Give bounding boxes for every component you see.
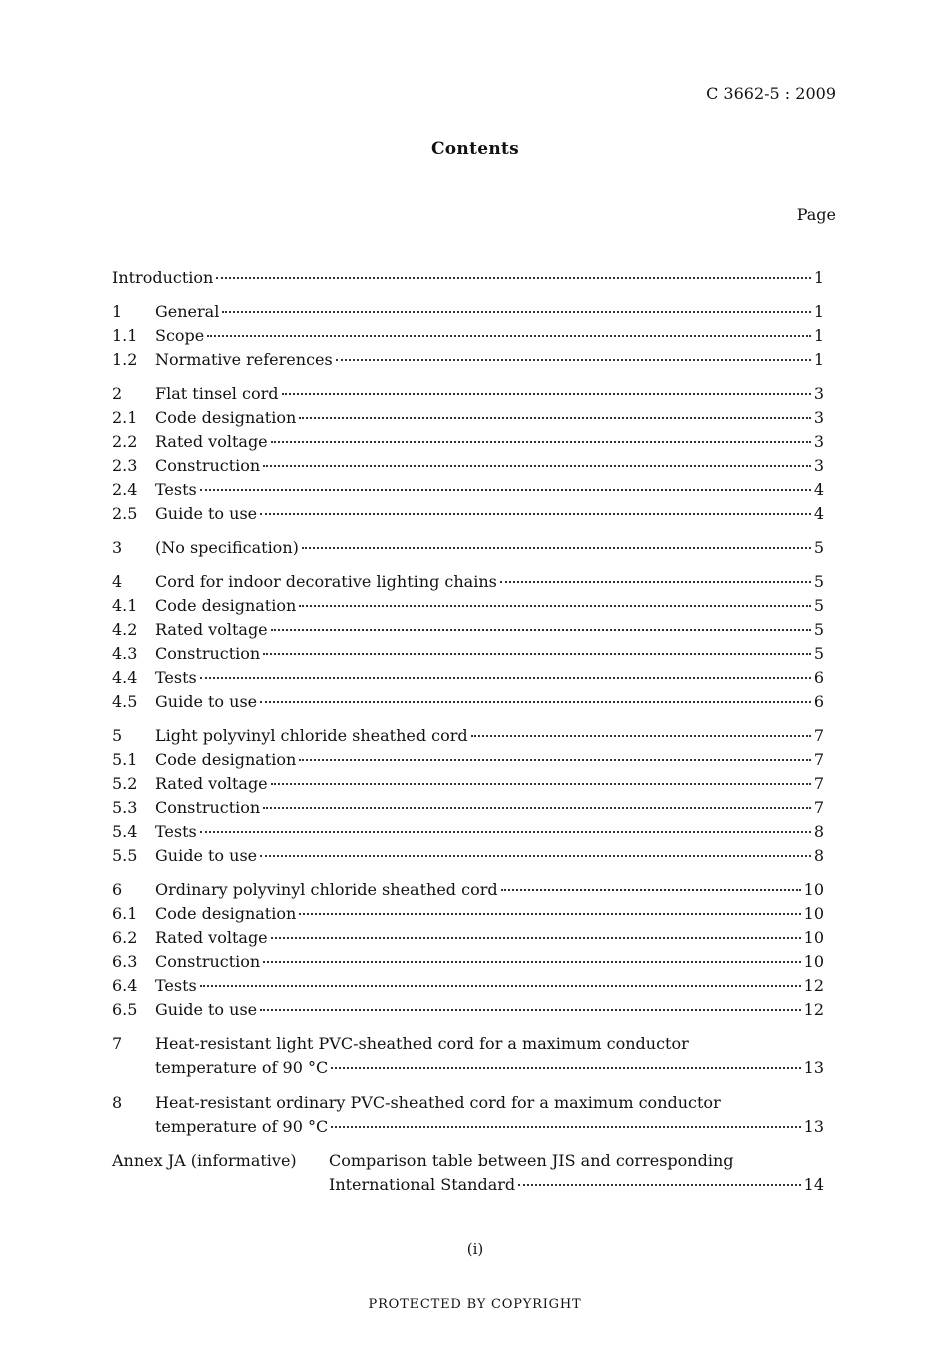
toc-entry-text: temperature of 90 °C xyxy=(155,1058,329,1077)
toc-entry-number: 6.4 xyxy=(112,976,138,995)
toc-entry[interactable] xyxy=(112,618,824,642)
toc-entry-text: Scope xyxy=(155,326,205,345)
toc-entry-page: 8 xyxy=(813,822,824,841)
toc-entry-number: 2 xyxy=(112,384,123,403)
toc-entry-number: 5.3 xyxy=(112,798,138,817)
toc-entry-number: 3 xyxy=(112,538,123,557)
toc-entry-page: 10 xyxy=(803,952,824,971)
toc-entry-text: General xyxy=(155,302,220,321)
toc-entry-page: 14 xyxy=(803,1175,824,1194)
toc-entry-page: 1 xyxy=(813,268,824,287)
toc-entry-number: 8 xyxy=(112,1093,123,1112)
toc-entry[interactable] xyxy=(112,878,824,902)
toc-entry-text: Normative references xyxy=(155,350,333,369)
toc-entry-number: 6.2 xyxy=(112,928,138,947)
dot-leader xyxy=(263,807,811,809)
toc-entry[interactable] xyxy=(112,820,824,844)
dot-leader xyxy=(260,1009,801,1011)
toc-entry-page: 6 xyxy=(813,692,824,711)
dot-leader xyxy=(200,489,811,491)
toc-entry-page: 6 xyxy=(813,668,824,687)
toc-entry-page: 1 xyxy=(813,350,824,369)
toc-entry-text: Guide to use xyxy=(155,1000,258,1019)
toc-entry[interactable] xyxy=(112,724,824,748)
dot-leader xyxy=(299,913,800,915)
toc-entry-number: Annex JA (informative) xyxy=(112,1151,297,1170)
toc-entry-annex[interactable] xyxy=(112,1149,824,1173)
toc-entry[interactable] xyxy=(112,454,824,478)
toc-entry-page: 12 xyxy=(803,1000,824,1019)
toc-entry[interactable] xyxy=(112,748,824,772)
toc-entry-number: 4.5 xyxy=(112,692,138,711)
dot-leader xyxy=(299,759,811,761)
toc-entry-text-line1: Comparison table between JIS and corresponding xyxy=(329,1151,734,1170)
toc-entry-page: 7 xyxy=(813,774,824,793)
toc-entry-text: Tests xyxy=(155,822,197,841)
toc-entry-page: 5 xyxy=(813,644,824,663)
page-column-label: Page xyxy=(796,205,836,224)
dot-leader xyxy=(263,465,811,467)
toc-entry-text: (No specification) xyxy=(155,538,299,557)
dot-leader xyxy=(263,653,811,655)
dot-leader xyxy=(271,629,811,631)
toc-entry-page: 10 xyxy=(803,880,824,899)
toc-entry-page: 4 xyxy=(813,480,824,499)
toc-entry-page: 5 xyxy=(813,572,824,591)
toc-entry[interactable] xyxy=(112,796,824,820)
dot-leader xyxy=(501,889,801,891)
toc-entry-page: 8 xyxy=(813,846,824,865)
toc-entry-continuation[interactable] xyxy=(112,1115,824,1139)
toc-entry-text: Flat tinsel cord xyxy=(155,384,279,403)
toc-entry-text: Code designation xyxy=(155,750,297,769)
dot-leader xyxy=(331,1067,800,1069)
toc-entry-text: Guide to use xyxy=(155,692,258,711)
toc-entry-text: International Standard xyxy=(329,1175,516,1194)
toc-entry-text: Light polyvinyl chloride sheathed cord xyxy=(155,726,468,745)
dot-leader xyxy=(271,937,801,939)
toc-entry-number: 5.4 xyxy=(112,822,138,841)
toc-entry-number: 2.5 xyxy=(112,504,138,523)
toc-entry-text: Code designation xyxy=(155,596,297,615)
toc-entry-number: 2.1 xyxy=(112,408,138,427)
toc-entry[interactable] xyxy=(112,998,824,1022)
dot-leader xyxy=(222,311,810,313)
toc-entry-page: 12 xyxy=(803,976,824,995)
toc-entry-page: 3 xyxy=(813,456,824,475)
toc-entry-page: 10 xyxy=(803,904,824,923)
dot-leader xyxy=(207,335,811,337)
dot-leader xyxy=(216,277,810,279)
footer-page-number: (i) xyxy=(466,1240,484,1258)
toc-entry-text: Tests xyxy=(155,480,197,499)
toc-entry-page: 5 xyxy=(813,538,824,557)
toc-entry-text: Tests xyxy=(155,976,197,995)
toc-entry-text: Guide to use xyxy=(155,846,258,865)
toc-entry-number: 2.2 xyxy=(112,432,138,451)
toc-entry-number: 6.5 xyxy=(112,1000,138,1019)
toc-entry-page: 5 xyxy=(813,596,824,615)
toc-entry-text: Rated voltage xyxy=(155,928,268,947)
toc-entry-number: 2.4 xyxy=(112,480,138,499)
toc-entry-text: Construction xyxy=(155,456,261,475)
toc-entry-page: 3 xyxy=(813,384,824,403)
toc-entry-page: 1 xyxy=(813,326,824,345)
dot-leader xyxy=(302,547,811,549)
toc-entry-number: 1 xyxy=(112,302,123,321)
toc-entry-continuation[interactable] xyxy=(112,1173,824,1197)
toc-entry[interactable] xyxy=(112,324,824,348)
toc-entry[interactable] xyxy=(112,642,824,666)
toc-entry[interactable] xyxy=(112,430,824,454)
dot-leader xyxy=(299,417,811,419)
toc-entry[interactable] xyxy=(112,594,824,618)
toc-entry[interactable] xyxy=(112,478,824,502)
dot-leader xyxy=(271,441,811,443)
dot-leader xyxy=(518,1184,800,1186)
toc-entry-number: 4.1 xyxy=(112,596,138,615)
toc-entry-text: Guide to use xyxy=(155,504,258,523)
dot-leader xyxy=(471,735,811,737)
dot-leader xyxy=(260,701,811,703)
toc-entry-number: 1.1 xyxy=(112,326,138,345)
copyright-notice: PROTECTED BY COPYRIGHT xyxy=(368,1297,582,1312)
toc-entry-text: Code designation xyxy=(155,904,297,923)
dot-leader xyxy=(331,1126,800,1128)
toc-entry[interactable] xyxy=(112,536,824,560)
toc-entry-number: 6.1 xyxy=(112,904,138,923)
toc-entry-page: 7 xyxy=(813,798,824,817)
dot-leader xyxy=(336,359,811,361)
toc-entry-page: 1 xyxy=(813,302,824,321)
standard-number: C 3662-5 : 2009 xyxy=(706,84,836,103)
toc-entry-page: 3 xyxy=(813,432,824,451)
toc-entry-text: temperature of 90 °C xyxy=(155,1117,329,1136)
dot-leader xyxy=(299,605,811,607)
toc-entry-text: Rated voltage xyxy=(155,774,268,793)
toc-entry-number: 6 xyxy=(112,880,123,899)
toc-entry-page: 7 xyxy=(813,750,824,769)
toc-entry-text: Introduction xyxy=(112,268,214,287)
dot-leader xyxy=(200,831,811,833)
toc-entry-number: 5.2 xyxy=(112,774,138,793)
toc-entry-text: Ordinary polyvinyl chloride sheathed cord xyxy=(155,880,498,899)
toc-entry[interactable] xyxy=(112,1032,824,1056)
toc-entry[interactable] xyxy=(112,300,824,324)
toc-entry-number: 6.3 xyxy=(112,952,138,971)
toc-entry-text: Cord for indoor decorative lighting chains xyxy=(155,572,497,591)
toc-entry-number: 5.1 xyxy=(112,750,138,769)
dot-leader xyxy=(260,855,811,857)
toc-entry-page: 3 xyxy=(813,408,824,427)
toc-entry[interactable] xyxy=(112,666,824,690)
toc-entry-number: 7 xyxy=(112,1034,123,1053)
toc-entry[interactable] xyxy=(112,502,824,526)
toc-entry[interactable] xyxy=(112,348,824,372)
toc-entry-number: 2.3 xyxy=(112,456,138,475)
toc-entry[interactable] xyxy=(112,926,824,950)
dot-leader xyxy=(282,393,811,395)
toc-entry[interactable] xyxy=(112,844,824,868)
toc-entry-text: Tests xyxy=(155,668,197,687)
toc-entry-continuation[interactable] xyxy=(112,1056,824,1080)
toc-entry-page: 13 xyxy=(803,1058,824,1077)
toc-entry-number: 4.4 xyxy=(112,668,138,687)
toc-entry-text-line1: Heat-resistant ordinary PVC-sheathed cord for a maximum conductor xyxy=(155,1093,721,1112)
toc-entry-page: 5 xyxy=(813,620,824,639)
dot-leader xyxy=(500,581,811,583)
toc-entry-text: Rated voltage xyxy=(155,620,268,639)
toc-entry-text: Code designation xyxy=(155,408,297,427)
dot-leader xyxy=(200,677,811,679)
dot-leader xyxy=(271,783,811,785)
toc-entry[interactable] xyxy=(112,690,824,714)
toc-entry-page: 10 xyxy=(803,928,824,947)
toc-entry-number: 1.2 xyxy=(112,350,138,369)
dot-leader xyxy=(263,961,800,963)
page-title: Contents xyxy=(430,139,520,159)
toc-entry[interactable] xyxy=(112,570,824,594)
toc-entry-text: Construction xyxy=(155,798,261,817)
dot-leader xyxy=(200,985,801,987)
toc-entry-text: Construction xyxy=(155,952,261,971)
toc-entry-text: Rated voltage xyxy=(155,432,268,451)
toc-entry-number: 5 xyxy=(112,726,123,745)
toc-entry-number: 4 xyxy=(112,572,123,591)
toc-entry-number: 4.3 xyxy=(112,644,138,663)
toc-entry-number: 4.2 xyxy=(112,620,138,639)
toc-entry[interactable] xyxy=(112,382,824,406)
toc-entry-page: 4 xyxy=(813,504,824,523)
toc-entry-text: Construction xyxy=(155,644,261,663)
toc-entry-introduction[interactable] xyxy=(112,266,824,290)
toc-entry[interactable] xyxy=(112,902,824,926)
toc-entry[interactable] xyxy=(112,406,824,430)
toc-entry-number: 5.5 xyxy=(112,846,138,865)
toc-entry-page: 7 xyxy=(813,726,824,745)
dot-leader xyxy=(260,513,811,515)
toc-entry-text-line1: Heat-resistant light PVC-sheathed cord for a maximum conductor xyxy=(155,1034,689,1053)
toc-entry[interactable] xyxy=(112,772,824,796)
toc-entry[interactable] xyxy=(112,950,824,974)
toc-entry[interactable] xyxy=(112,1091,824,1115)
toc-entry-page: 13 xyxy=(803,1117,824,1136)
toc-entry[interactable] xyxy=(112,974,824,998)
